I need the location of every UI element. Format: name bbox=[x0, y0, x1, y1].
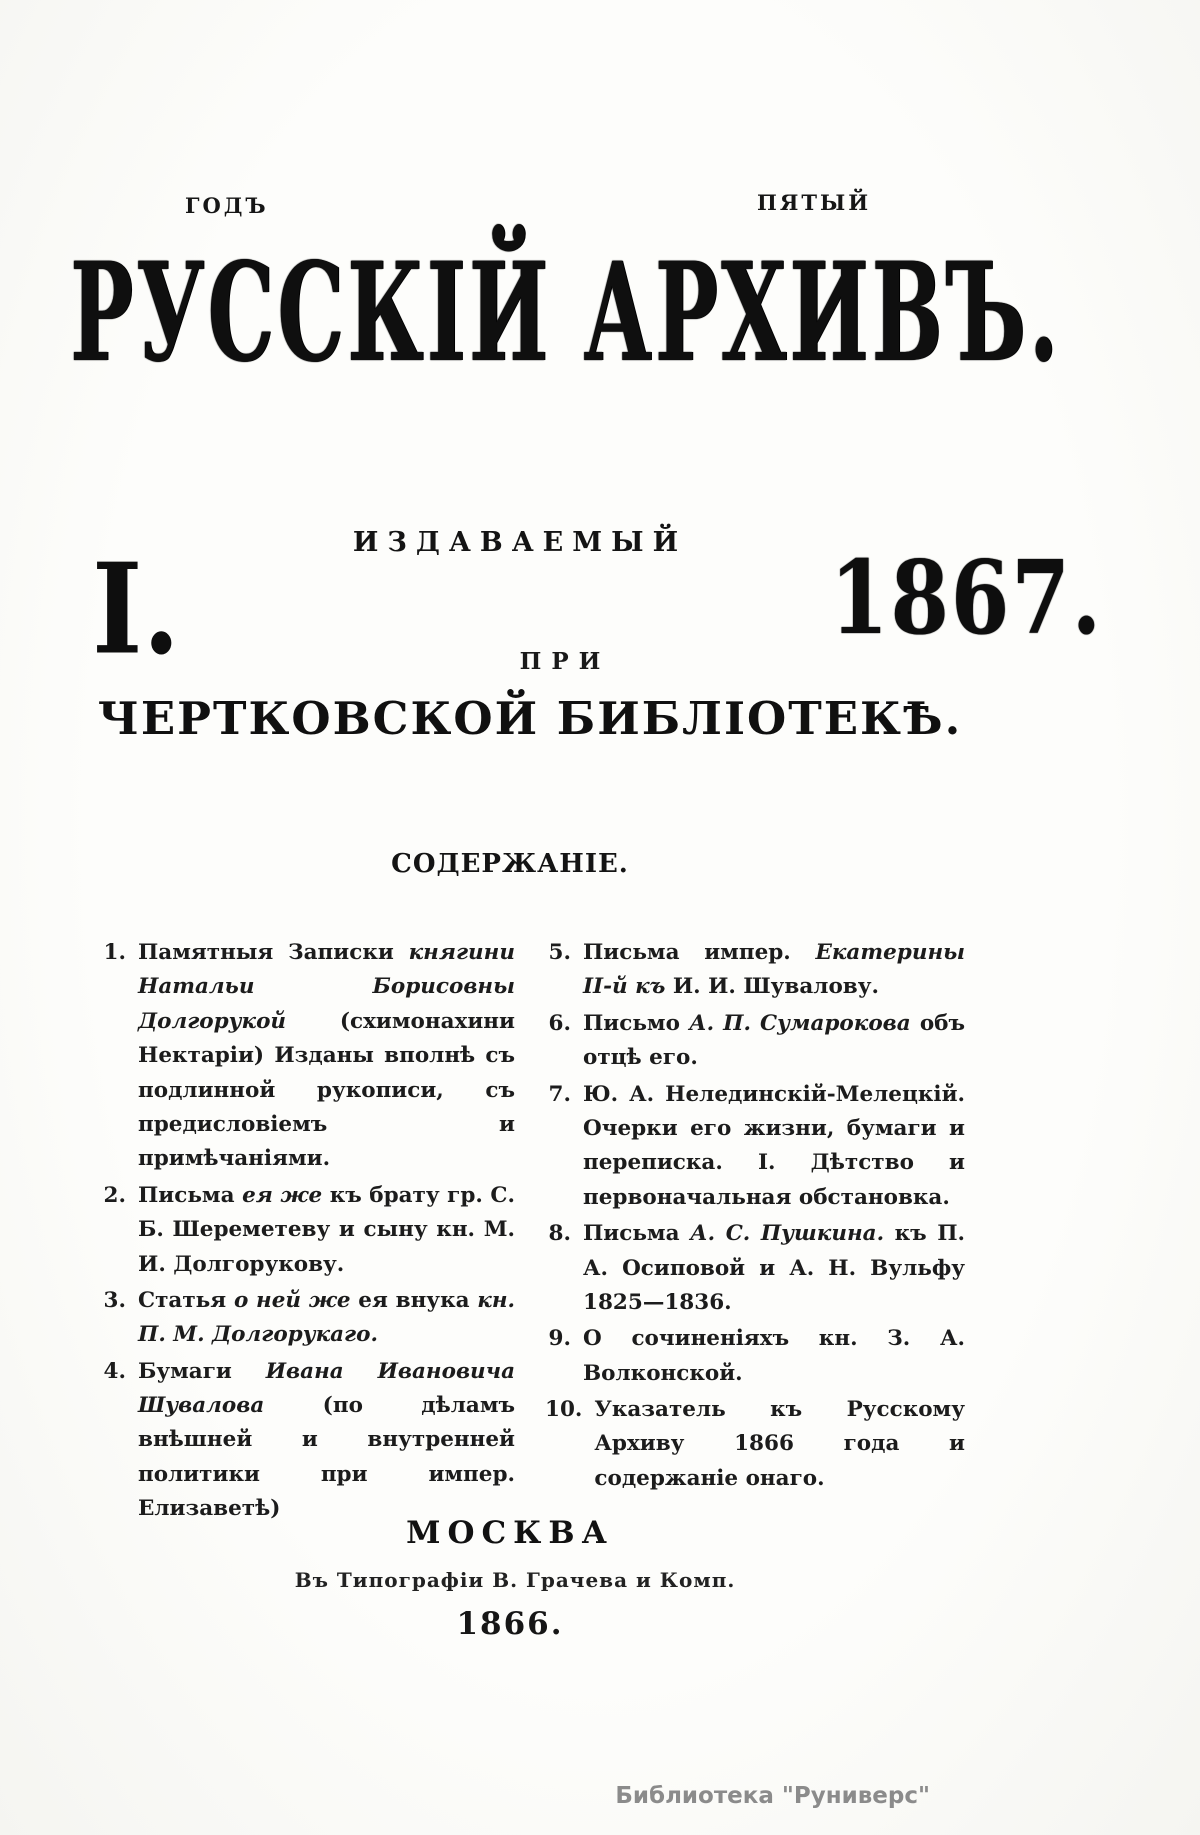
toc-item bbox=[100, 1355, 515, 1527]
toc-item bbox=[545, 1078, 965, 1216]
contents-column-right bbox=[545, 936, 965, 1498]
toc-item-text bbox=[583, 1322, 965, 1391]
contents-heading: СОДЕРЖАНІЕ. bbox=[391, 849, 629, 879]
imprint-printer: Въ Типографіи В. Грачева и Комп. bbox=[294, 1568, 736, 1592]
year-word-label: ГОДЪ bbox=[185, 193, 269, 218]
toc-run-italic: княгини Натальи Борисовны Долгорукой bbox=[138, 940, 515, 1034]
toc-item-number: 9. bbox=[548, 1326, 571, 1352]
toc-item-number: 4. bbox=[103, 1358, 126, 1384]
toc-run: Письма bbox=[583, 1221, 691, 1247]
toc-item-text bbox=[594, 1393, 965, 1496]
toc-run: Письмо bbox=[583, 1010, 690, 1036]
toc-run-italic: Ивана Ивановича Шувалова bbox=[138, 1358, 515, 1419]
toc-run: объ отцѣ его. bbox=[583, 1010, 965, 1071]
toc-item-number: 3. bbox=[103, 1287, 126, 1313]
year-ordinal-label: ПЯТЫЙ bbox=[757, 190, 872, 215]
imprint-year: 1866. bbox=[456, 1606, 564, 1642]
toc-item-text bbox=[583, 1007, 965, 1076]
imprint-city: МОСКВА bbox=[406, 1515, 614, 1551]
toc-run: Статья bbox=[138, 1287, 234, 1313]
toc-run: Памятныя Записки bbox=[138, 940, 409, 965]
toc-item bbox=[100, 1284, 515, 1353]
published-by-line: ИЗДАВАЕМЫЙ bbox=[352, 527, 688, 558]
toc-run: О сочиненіяхъ кн. З. А. Волконской. bbox=[583, 1326, 965, 1386]
toc-item-text bbox=[583, 936, 965, 1005]
journal-title: РУССКІЙ АРХИВЪ. bbox=[70, 232, 1062, 393]
toc-item-number: 1. bbox=[103, 940, 126, 965]
toc-run: Бумаги bbox=[138, 1358, 266, 1384]
contents-column-left bbox=[100, 936, 515, 1529]
toc-item-text bbox=[138, 936, 515, 1177]
issue-number: I. bbox=[92, 537, 181, 683]
toc-item-number: 6. bbox=[548, 1010, 571, 1036]
toc-run: къ брату гр. С. Б. Шереметеву и сыну кн. М. И. Долгорукову. bbox=[138, 1182, 515, 1277]
toc-run: Ю. А. Нелединскій-Мелецкій. Очерки его жизни, бумаги и переписка. I. Дѣтство и первоначальная обстановка. bbox=[583, 1081, 965, 1210]
toc-run: ея внука bbox=[350, 1287, 478, 1313]
library-name-line: ЧЕРТКОВСКОЙ БИБЛІОТЕКѢ. bbox=[97, 692, 963, 745]
runivers-watermark: Библиотека "Руниверс" bbox=[615, 1783, 930, 1809]
toc-item bbox=[100, 936, 515, 1177]
toc-run-italic: Екатерины II-й къ bbox=[583, 940, 965, 1000]
toc-run: Письма импер. bbox=[583, 940, 816, 965]
toc-item bbox=[545, 936, 965, 1005]
toc-item-number: 8. bbox=[548, 1221, 571, 1247]
toc-item bbox=[100, 1179, 515, 1282]
toc-run-italic: ея же bbox=[242, 1182, 323, 1208]
toc-item-number: 2. bbox=[103, 1182, 126, 1208]
toc-run: (схимонахини Нектаріи) Изданы вполнѣ съ подлинной рукописи, съ предисловіемъ и примѣчаніями. bbox=[138, 1008, 515, 1172]
toc-run: И. И. Шувалову. bbox=[665, 974, 879, 1000]
toc-run-italic: А. П. Сумарокова bbox=[689, 1010, 911, 1036]
toc-item-text bbox=[138, 1179, 515, 1282]
toc-item-text bbox=[138, 1355, 515, 1527]
toc-item-number: 7. bbox=[548, 1081, 571, 1107]
toc-item-text bbox=[583, 1217, 965, 1320]
toc-item bbox=[545, 1393, 965, 1496]
toc-item bbox=[545, 1322, 965, 1391]
toc-run: къ П. А. Осиповой и А. Н. Вульфу 1825—1836. bbox=[583, 1221, 966, 1315]
publication-year: 1867. bbox=[830, 538, 1104, 658]
toc-item-number: 10. bbox=[545, 1397, 583, 1423]
toc-item-text bbox=[138, 1284, 515, 1353]
toc-run: Письма bbox=[138, 1182, 243, 1208]
toc-item-text bbox=[583, 1078, 965, 1216]
toc-run: (по дѣламъ внѣшней и внутренней политики при импер. Елизаветѣ) bbox=[138, 1393, 515, 1522]
toc-item-number: 5. bbox=[548, 940, 571, 965]
toc-item bbox=[545, 1217, 965, 1320]
preposition-pri: ПРИ bbox=[519, 648, 611, 675]
toc-run: Указатель къ Русскому Архиву 1866 года и содержаніе онаго. bbox=[594, 1397, 965, 1491]
toc-run-italic: о ней же bbox=[233, 1287, 351, 1313]
toc-run-italic: А. С. Пушкина. bbox=[690, 1221, 885, 1247]
toc-run-italic: кн. П. М. Долгорукаго. bbox=[138, 1287, 516, 1348]
toc-item bbox=[545, 1007, 965, 1076]
